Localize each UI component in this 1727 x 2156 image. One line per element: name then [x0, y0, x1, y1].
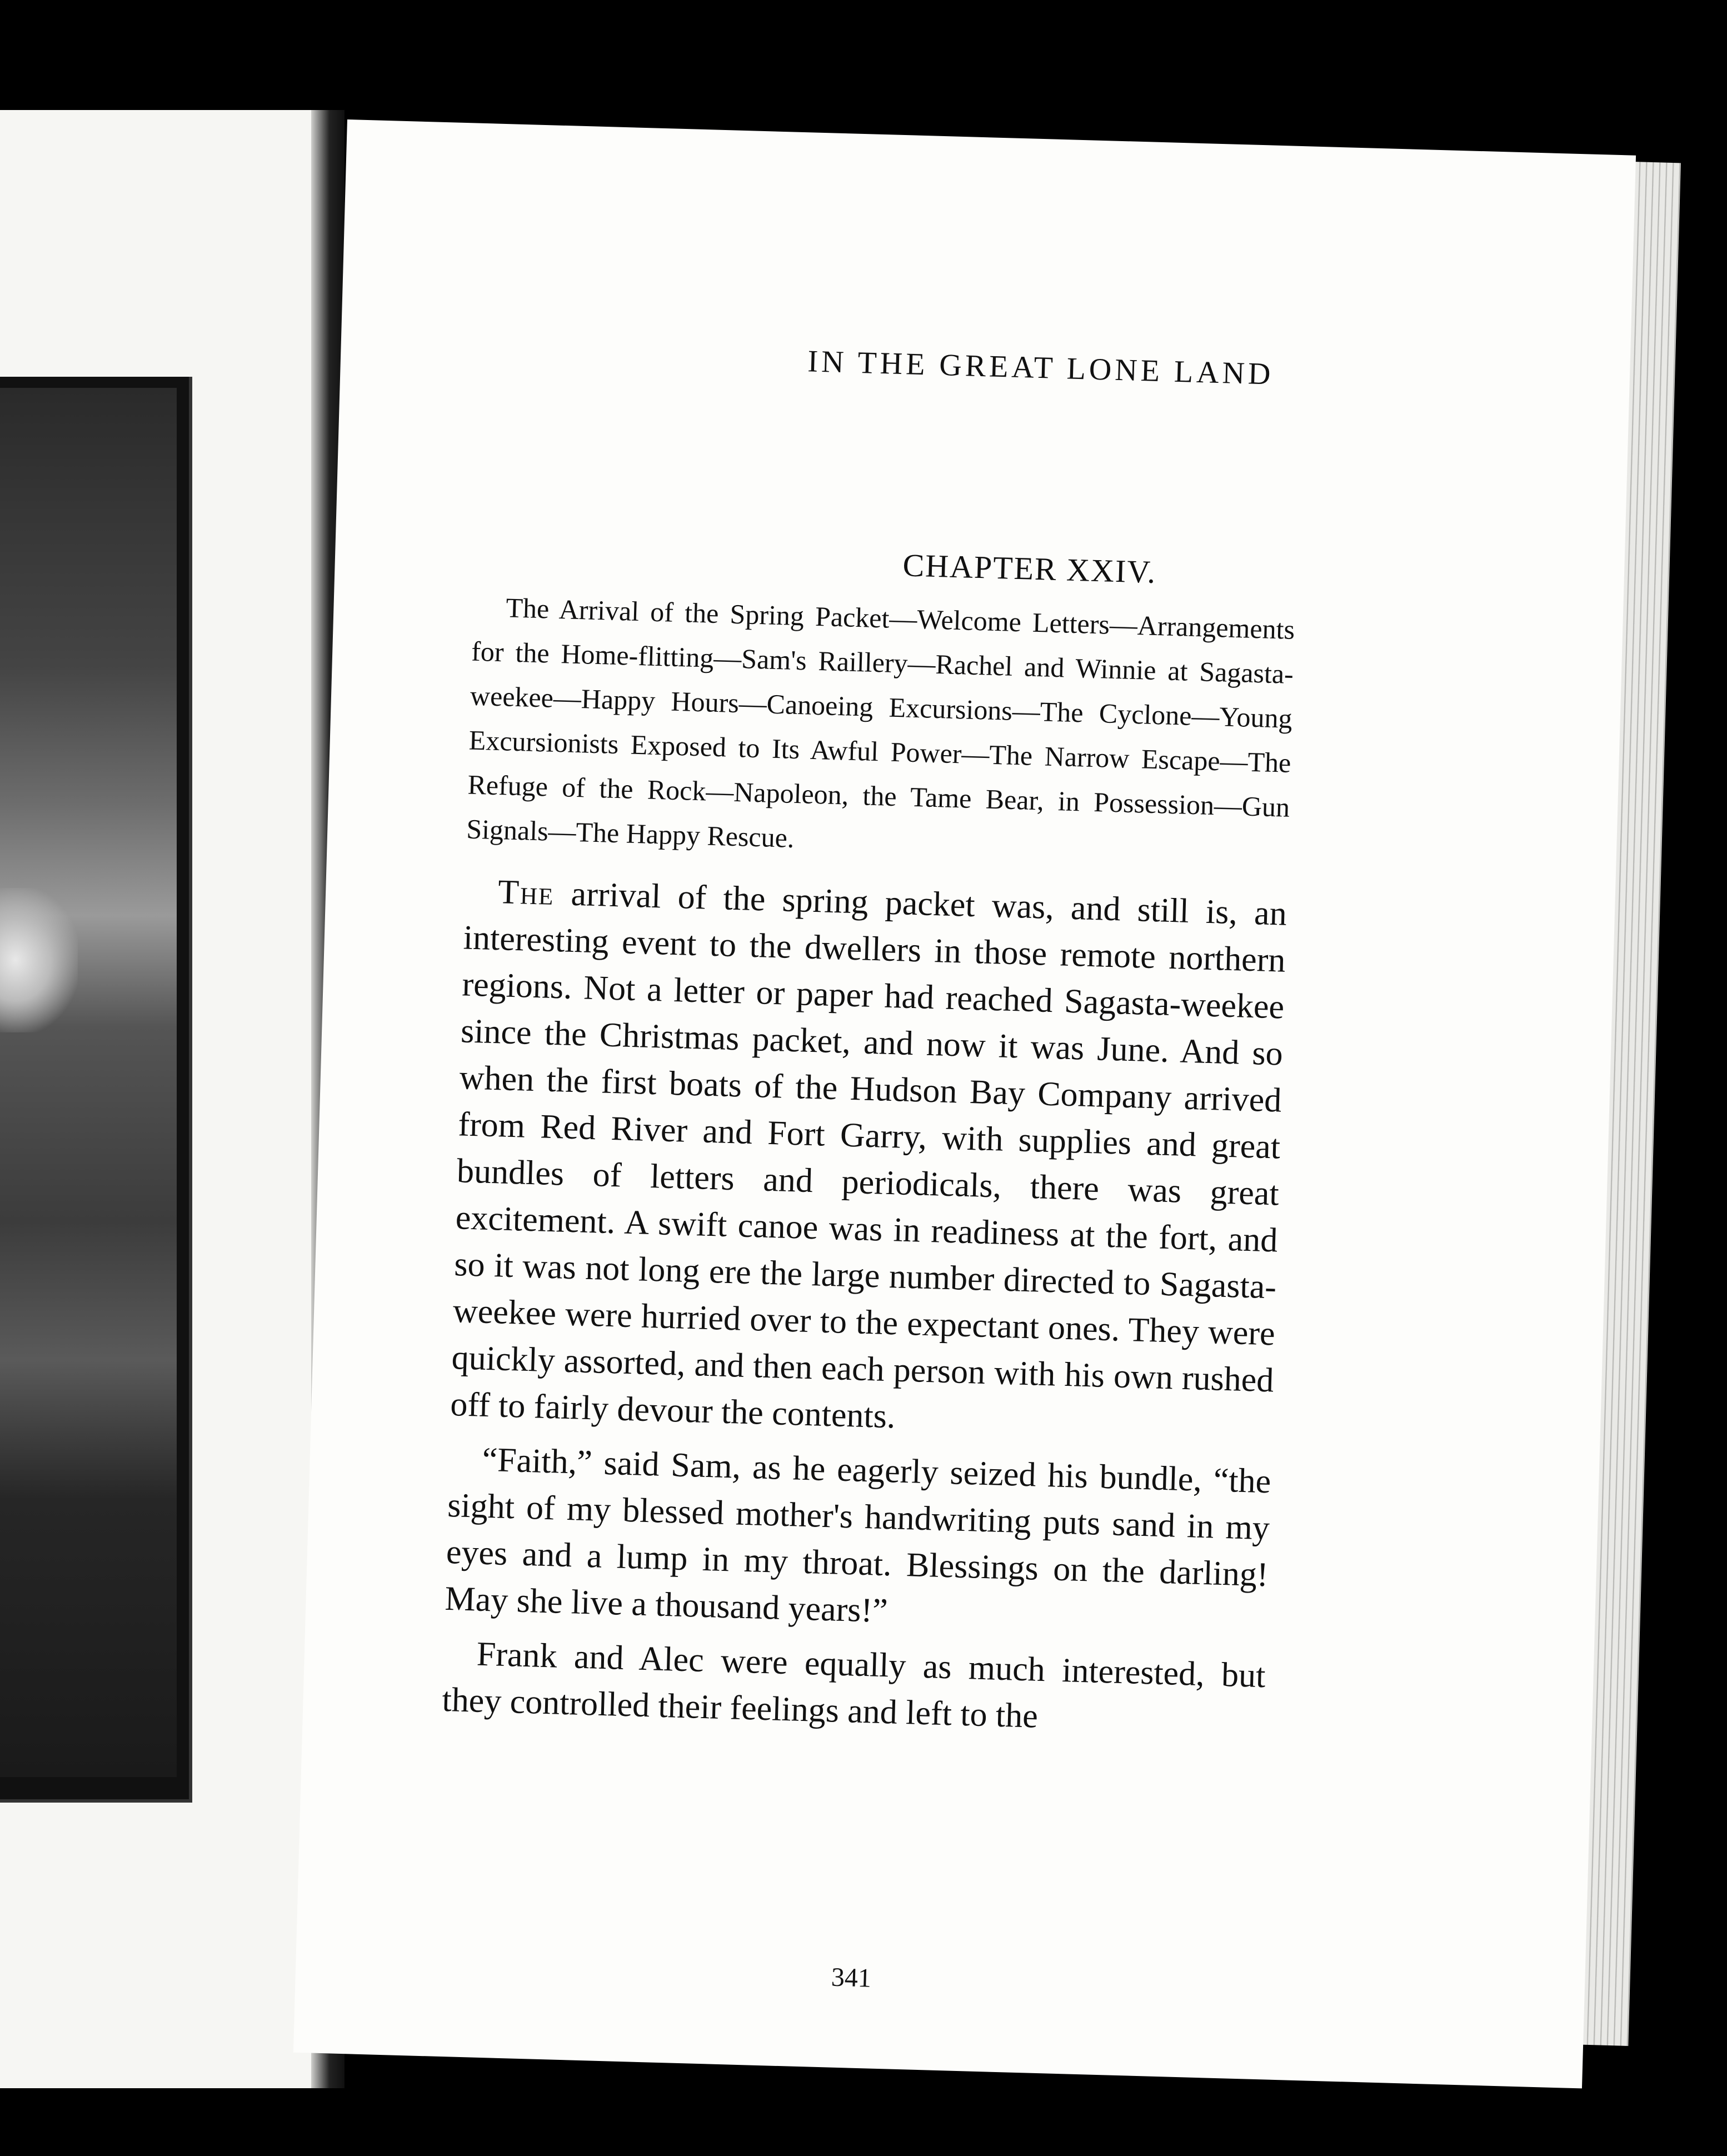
- chapter-synopsis: The Arrival of the Spring Packet—Welcome Letters—Arrangements for the Home-flitting—Sam's Raillery—Rachel and Winnie at Sagasta-weekee—Happy Hours—Canoeing Excursions—The Cyclone—Young Excursionists Exposed to Its Awful Power—The Narrow Escape—The Refuge of the Rock—Napoleon, the Tame Bear, in Possession—Gun Signals—The Happy Rescue.: [466, 592, 1295, 854]
- running-head: IN THE GREAT LONE LAND: [807, 344, 1275, 392]
- body-text: [441, 867, 1287, 1754]
- paragraph: “Faith,” said Sam, as he eagerly seized his bundle, “the sight of my blessed mother's handwriting puts sand in my eyes and a lump in my throat. Blessings on the darling! May she live a thousand years!”: [444, 1440, 1272, 1630]
- plate-highlight: [0, 888, 78, 1032]
- book-page: [293, 119, 1636, 2088]
- chapter-title: CHAPTER XXIV.: [902, 547, 1157, 590]
- facing-page: [0, 110, 311, 2088]
- plate-photograph: [0, 388, 177, 1777]
- paragraph-text: arrival of the spring packet was, and still is, an interesting event to the dwellers in those remote northern regions. Not a letter or paper had reached Sagasta-weekee since the Christmas packet, and now it was June. And so when the first boats of the Hudson Bay Company arrived from Red River and Fort Garry, with supplies and great bundles of letters and periodicals, there was great excitement. A swift canoe was in readiness at the fort, and so it was not long ere the large number directed to Sagasta-weekee were hurried over to the expectant ones. They were quickly assorted, and then each person with his own rushed off to fairly devour the contents.: [450, 874, 1287, 1436]
- paragraph: [450, 867, 1287, 1450]
- photo-plate: [0, 377, 192, 1803]
- paragraph-lead-word: The: [497, 873, 555, 912]
- paragraph: Frank and Alec were equally as much interested, but they controlled their feelings and left to the: [441, 1635, 1266, 1735]
- page-number: 341: [831, 1962, 872, 1993]
